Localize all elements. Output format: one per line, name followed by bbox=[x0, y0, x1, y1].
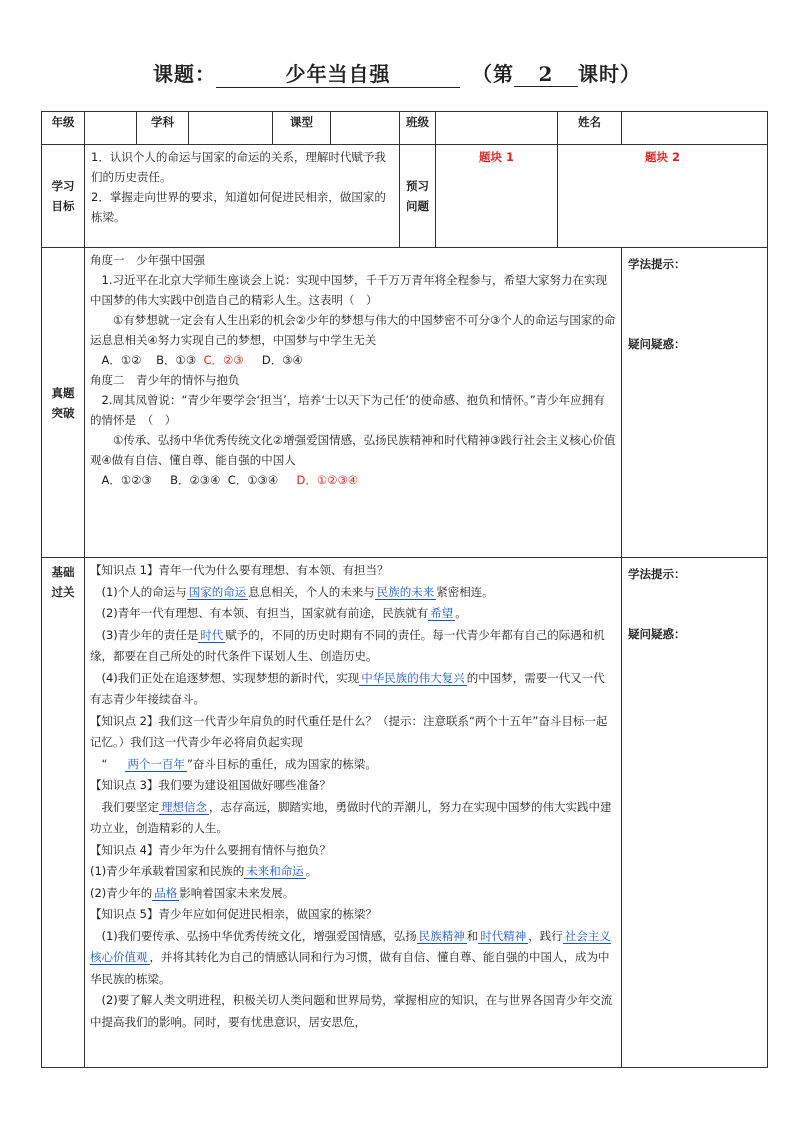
topic-block-2: 题块 2 bbox=[558, 145, 768, 248]
topic-block-1: 题块 1 bbox=[436, 145, 558, 248]
knowledge-4-heading: 【知识点 4】青少年为什么要拥有情怀与抱负？ bbox=[90, 842, 331, 857]
title-lesson-open: （第 bbox=[472, 62, 514, 86]
class-label: 班级 bbox=[400, 112, 436, 145]
objectives-content bbox=[85, 145, 400, 248]
exam-side-notes bbox=[622, 248, 768, 558]
header-row bbox=[42, 112, 768, 145]
angle-1: 角度一 少年强中国强 bbox=[90, 253, 205, 267]
angle-2: 角度二 青少年的情怀与抱负 bbox=[90, 373, 240, 387]
question-2-options: ①传承、弘扬中华优秀传统文化②增强爱国情感，弘扬民族精神和时代精神③践行社会主义核心价值观④做有自信、懂自尊、能自强的中国人 bbox=[90, 433, 616, 467]
study-hint-label: 学法提示： bbox=[628, 257, 686, 271]
objective-item: 2．掌握走向世界的要求，知道如何促进民相亲，做国家的栋梁。 bbox=[91, 190, 386, 224]
grade-value[interactable] bbox=[85, 112, 137, 145]
knowledge-5-heading: 【知识点 5】青少年应如何促进民相亲，做国家的栋梁？ bbox=[90, 907, 377, 921]
basics-side-notes bbox=[622, 558, 768, 1068]
title-lesson-close: 课时） bbox=[578, 62, 641, 86]
exam-content bbox=[85, 248, 622, 558]
question-1-options: ①有梦想就一定会有人生出彩的机会②少年的梦想与伟大的中国梦密不可分③个人的命运与国家的命运息息相关④努力实现自己的梦想，中国梦与中学生无关 bbox=[90, 313, 616, 347]
knowledge-3-heading: 【知识点 3】我们要为建设祖国做好哪些准备？ bbox=[90, 778, 331, 792]
knowledge-1-heading: 【知识点 1】青年一代为什么要有理想、有本领、有担当？ bbox=[90, 563, 389, 577]
title-lesson-number: 2 bbox=[514, 62, 578, 87]
knowledge-3-answer: 我们要坚定 理想信念 ，志存高远，脚踏实地，勇做时代的弄潮儿，努力在实现中国梦的伟大实践中建功立业，创造精彩的人生。 bbox=[90, 799, 612, 835]
knowledge-1-point-2: (2)青年一代有理想、有本领、有担当，国家就有前途，民族就有 希望 。 bbox=[101, 606, 467, 620]
objectives-row bbox=[42, 145, 768, 248]
study-hint-label: 学法提示： bbox=[628, 567, 686, 581]
basics-row bbox=[42, 558, 768, 1068]
name-label: 姓名 bbox=[558, 112, 622, 145]
title-prefix: 课题： bbox=[153, 62, 216, 86]
knowledge-1-point-3: (3)青少年的责任是 时代 赋予的，不同的历史时期有不同的责任。每一代青少年都有自己的际遇和机缘，都要在自己所处的时代条件下谋划人生、创造历史。 bbox=[90, 627, 605, 663]
knowledge-5-point-2: (2)要了解人类文明进程，积极关切人类问题和世界局势，掌握相应的知识，在与世界各国青少年交流中提高我们的影响。同时，要有忧患意识，居安思危， bbox=[90, 993, 613, 1029]
class-value[interactable] bbox=[436, 112, 558, 145]
page-title bbox=[0, 58, 794, 88]
knowledge-4-point-1: (1)青少年承载着国家和民族的 未来和命运 。 bbox=[90, 864, 318, 878]
knowledge-5-point-1: (1)我们要传承、弘扬中华优秀传统文化，增强爱国情感，弘扬 民族精神 和 时代精神 ，践行 社会主义核心价值观 ，并将其转化为自己的情感认同和行为习惯，做有自信、懂自尊、能自强的中国人，成为中华民族的栋梁。 bbox=[90, 928, 611, 986]
subject-value[interactable] bbox=[189, 112, 273, 145]
question-2-choices: A．①②③ B．②③④ C．①③④ D．①②③④ bbox=[101, 473, 359, 487]
knowledge-1-point-1: (1)个人的命运与 国家的命运 息息相关，个人的未来与 民族的未来 紧密相连。 bbox=[101, 584, 494, 599]
preview-label: 预习 问题 bbox=[400, 145, 436, 248]
doubt-label: 疑问疑惑： bbox=[628, 337, 686, 351]
objectives-label: 学习 目标 bbox=[42, 145, 85, 248]
knowledge-1-point-4: (4)我们正处在追逐梦想、实现梦想的新时代，实现 中华民族的伟大复兴 的中国梦，需要一代又一代有志青少年接续奋斗。 bbox=[90, 670, 605, 706]
question-2: 2.周其凤曾说：“青少年要学会‘担当’，培养‘士以天下为己任’的使命感、抱负和情怀。”青少年应拥有的情怀是 （ ） bbox=[90, 393, 605, 427]
question-1: 1.习近平在北京大学师生座谈会上说：实现中国梦，千千万万青年将全程参与，希望大家努力在实现中国梦的伟大实践中创造自己的精彩人生。这表明（ ） bbox=[90, 273, 607, 307]
doubt-label: 疑问疑惑： bbox=[628, 627, 686, 641]
knowledge-2-heading: 【知识点 2】我们这一代青少年肩负的时代重任是什么？（提示：注意联系“两个十五年”奋斗目标一起记忆。）我们这一代青少年必将肩负起实现 bbox=[90, 713, 608, 749]
knowledge-4-point-2: (2)青少年的 品格 影响着国家未来发展。 bbox=[90, 885, 295, 900]
lesson-plan-table bbox=[41, 111, 768, 1068]
exam-row bbox=[42, 248, 768, 558]
title-topic: 少年当自强 bbox=[216, 58, 460, 88]
subject-label: 学科 bbox=[137, 112, 189, 145]
course-type-label: 课型 bbox=[273, 112, 331, 145]
basics-content bbox=[85, 558, 622, 1068]
exam-label: 真题 突破 bbox=[42, 248, 85, 558]
question-1-choices: A．①② B．①③ C．②③ D．③④ bbox=[101, 353, 303, 367]
objective-item: 1．认识个人的命运与国家的命运的关系，理解时代赋予我们的历史责任。 bbox=[91, 150, 386, 184]
name-value[interactable] bbox=[622, 112, 768, 145]
basics-label: 基础 过关 bbox=[42, 558, 85, 1068]
course-type-value[interactable] bbox=[331, 112, 400, 145]
grade-label: 年级 bbox=[42, 112, 85, 145]
knowledge-2-answer: “ 两个一百年 ”奋斗目标的重任，成为国家的栋梁。 bbox=[101, 756, 377, 771]
